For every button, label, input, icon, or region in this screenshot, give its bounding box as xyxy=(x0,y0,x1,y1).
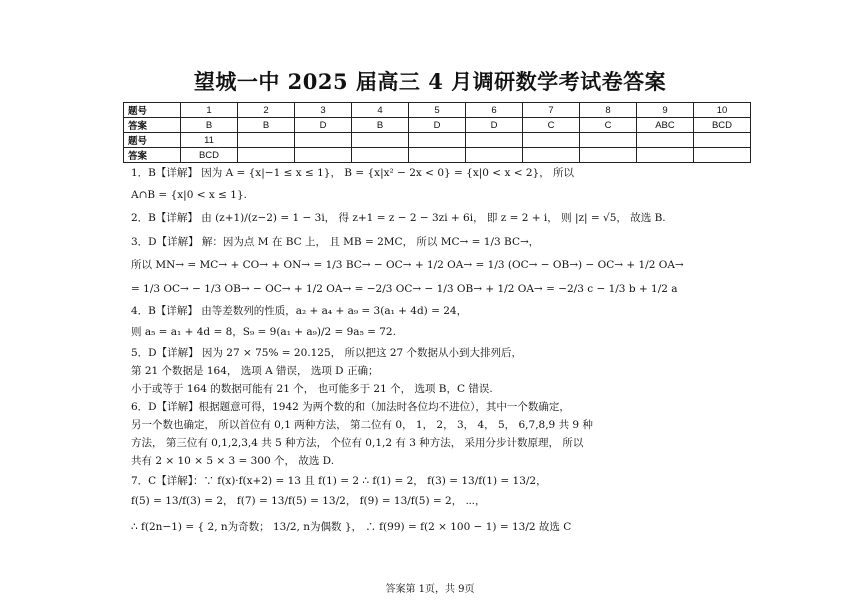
table-cell: B xyxy=(238,118,295,133)
answer-table xyxy=(123,102,751,163)
table-cell xyxy=(466,133,523,148)
table-cell xyxy=(466,148,523,163)
solution-line: 方法， 第三位有 0,1,2,3,4 共 5 种方法， 个位有 0,1,2 有 3 种方法， 采用分步计数原理， 所以 xyxy=(131,437,584,449)
table-cell xyxy=(238,133,295,148)
table-cell xyxy=(580,148,637,163)
table-cell: 1 xyxy=(181,103,238,118)
table-cell xyxy=(409,148,466,163)
solution-line: 4．B【详解】 由等差数列的性质，a₂ + a₄ + a₉ = 3(a₁ + 4d) = 24， xyxy=(131,305,468,317)
table-cell xyxy=(352,148,409,163)
solution-line: 1．B【详解】 因为 A = {x|−1 ≤ x ≤ 1}， B = {x|x² − 2x < 0} = {x|0 < x < 2}， 所以 xyxy=(131,167,575,179)
table-cell: 5 xyxy=(409,103,466,118)
table-header-cell: 题号 xyxy=(124,133,181,148)
solution-line: 7．C【详解】：∵ f(x)·f(x+2) = 13 且 f(1) = 2 ∴ f(1) = 2， f(3) = 13/f(1) = 13/2， xyxy=(131,475,547,487)
table-cell xyxy=(238,148,295,163)
table-row xyxy=(124,133,751,148)
table-cell: 2 xyxy=(238,103,295,118)
table-cell xyxy=(637,148,694,163)
table-header-cell: 题号 xyxy=(124,103,181,118)
solution-line: = 1/3 OC→ − 1/3 OB→ − OC→ + 1/2 OA→ = −2/3 OC→ − 1/3 OB→ + 1/2 OA→ = −2/3 c − 1/3 b + 1/2 a xyxy=(131,283,678,295)
page-footer: 答案第 1页，共 9页 xyxy=(385,584,475,595)
table-cell: 11 xyxy=(181,133,238,148)
table-cell: BCD xyxy=(181,148,238,163)
table-cell: C xyxy=(523,118,580,133)
table-cell xyxy=(409,133,466,148)
solution-line: 2．B【详解】 由 (z+1)/(z−2) = 1 − 3i， 得 z+1 = z − 2 − 3zi + 6i， 即 z = 2 + i， 则 |z| = √5， 故选 B. xyxy=(131,212,666,224)
table-cell xyxy=(580,133,637,148)
table-cell xyxy=(694,148,751,163)
table-row xyxy=(124,148,751,163)
table-cell: C xyxy=(580,118,637,133)
solution-line: 小于或等于 164 的数据可能有 21 个， 也可能多于 21 个， 选项 B，C 错误. xyxy=(131,383,493,395)
table-cell: D xyxy=(466,118,523,133)
table-cell: B xyxy=(181,118,238,133)
solution-line: 所以 MN→ = MC→ + CO→ + ON→ = 1/3 BC→ − OC→ + 1/2 OA→ = 1/3 (OC→ − OB→) − OC→ + 1/2 OA→ xyxy=(131,259,684,271)
table-header-cell: 答案 xyxy=(124,118,181,133)
solution-line: ∴ f(2n−1) = { 2, n为奇数； 13/2, n为偶数 }， ∴ f(99) = f(2 × 100 − 1) = 13/2 故选 C xyxy=(131,521,572,533)
solution-line: f(5) = 13/f(3) = 2， f(7) = 13/f(5) = 13/2， f(9) = 13/f(5) = 2， ⋯， xyxy=(131,495,486,507)
table-cell xyxy=(352,133,409,148)
table-cell: BCD xyxy=(694,118,751,133)
table-cell: 10 xyxy=(694,103,751,118)
table-cell: 6 xyxy=(466,103,523,118)
table-cell xyxy=(295,148,352,163)
solution-line: A∩B = {x|0 < x ≤ 1}. xyxy=(131,189,247,201)
table-cell: D xyxy=(409,118,466,133)
table-row xyxy=(124,118,751,133)
table-cell: 3 xyxy=(295,103,352,118)
table-row xyxy=(124,103,751,118)
table-cell: 9 xyxy=(637,103,694,118)
solution-line: 3．D【详解】 解：因为点 M 在 BC 上， 且 MB = 2MC， 所以 MC→ = 1/3 BC→， xyxy=(131,236,540,248)
table-cell: 8 xyxy=(580,103,637,118)
table-cell: ABC xyxy=(637,118,694,133)
solution-line: 共有 2 × 10 × 5 × 3 = 300 个， 故选 D. xyxy=(131,455,335,467)
table-header-cell: 答案 xyxy=(124,148,181,163)
solution-line: 第 21 个数据是 164， 选项 A 错误， 选项 D 正确； xyxy=(131,365,379,377)
table-cell xyxy=(694,133,751,148)
table-cell xyxy=(523,148,580,163)
table-cell xyxy=(295,133,352,148)
table-cell: 4 xyxy=(352,103,409,118)
table-cell: D xyxy=(295,118,352,133)
solution-line: 另一个数也确定， 所以首位有 0,1 两种方法， 第二位有 0， 1， 2， 3， 4， 5， 6,7,8,9 共 9 种 xyxy=(131,419,593,431)
table-cell xyxy=(523,133,580,148)
solution-line: 5．D【详解】 因为 27 × 75% = 20.125， 所以把这 27 个数据从小到大排列后， xyxy=(131,347,523,359)
table-cell xyxy=(637,133,694,148)
table-cell: 7 xyxy=(523,103,580,118)
solution-line: 则 a₅ = a₁ + 4d = 8，S₉ = 9(a₁ + a₉)/2 = 9a₅ = 72. xyxy=(131,326,396,338)
document-title: 望城一中 2025 届高三 4 月调研数学考试卷答案 xyxy=(193,69,667,94)
table-cell: B xyxy=(352,118,409,133)
solution-line: 6．D【详解】根据题意可得，1942 为两个数的和（加法时各位均不进位），其中一个数确定， xyxy=(131,401,570,413)
